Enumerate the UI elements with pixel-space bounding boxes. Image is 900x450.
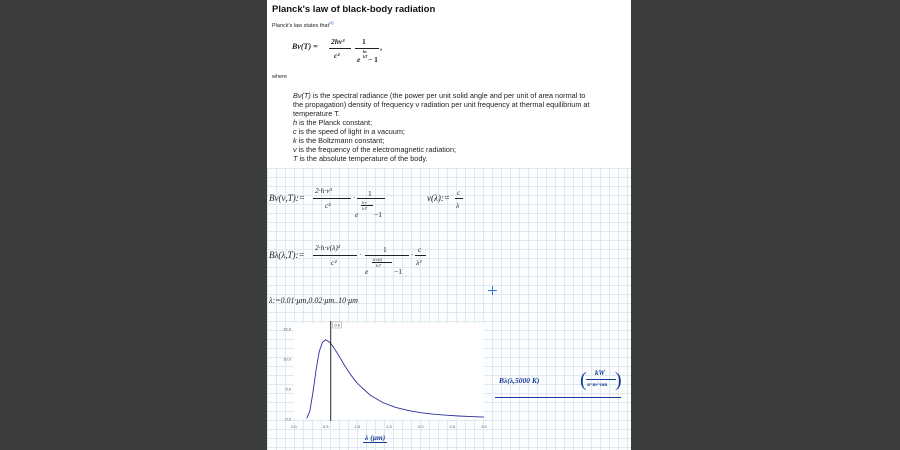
formula-num2: 1 bbox=[362, 37, 366, 46]
cursor-readout: 0.6 bbox=[334, 322, 341, 328]
formula-minus-one: − 1 bbox=[368, 55, 378, 64]
eq1-fraction-bar-1 bbox=[313, 198, 351, 199]
eq2-den[interactable]: λ bbox=[456, 201, 460, 210]
pasted-article bbox=[267, 0, 631, 168]
definition-list bbox=[293, 91, 629, 163]
formula-exp-bot: kT bbox=[363, 54, 368, 59]
definition-line bbox=[293, 109, 629, 118]
eq3-dot: · bbox=[359, 250, 362, 259]
x-tick-label: 0.5 bbox=[322, 424, 329, 429]
definition-text: is the Planck constant; bbox=[297, 118, 373, 127]
formula-fraction-bar-2 bbox=[355, 48, 379, 49]
eq2-fraction-bar bbox=[455, 198, 463, 199]
where-label: where bbox=[272, 74, 287, 80]
plot-y-expression[interactable]: Bλ(λ,5000 K) bbox=[499, 376, 540, 385]
definition-line bbox=[293, 118, 629, 127]
article-intro bbox=[272, 20, 333, 29]
crosshair-cursor-icon bbox=[488, 286, 497, 295]
eq1-exp-top[interactable]: h·ν bbox=[362, 200, 367, 205]
formula-fraction-bar-1 bbox=[329, 48, 351, 49]
eq3-minus[interactable]: −1 bbox=[394, 267, 402, 276]
lambda-range-definition[interactable] bbox=[269, 296, 358, 305]
eq3-one[interactable]: 1 bbox=[383, 245, 387, 254]
footnote-link[interactable]: [3] bbox=[329, 20, 334, 25]
eq3-den[interactable]: c² bbox=[331, 258, 337, 267]
definition-symbol: k bbox=[293, 136, 297, 145]
formula-exp-top: hν bbox=[363, 49, 367, 54]
worksheet-grid[interactable] bbox=[267, 168, 631, 450]
eq1-num[interactable]: 2·h·ν³ bbox=[315, 186, 332, 195]
definition-line bbox=[293, 136, 629, 145]
definition-text: is the spectral radiance (the power per unit solid angle and per unit of area normal to bbox=[310, 91, 586, 100]
worksheet-page bbox=[267, 0, 631, 450]
plot-units-denominator[interactable]: sr·m²·nm bbox=[587, 382, 608, 388]
definition-symbol: ν bbox=[293, 145, 297, 154]
definition-text: is the speed of light in a vacuum; bbox=[296, 127, 405, 136]
y-tick-label: 15.0 bbox=[283, 326, 291, 332]
units-paren-open: ( bbox=[580, 369, 587, 391]
plot-x-axis-label-text[interactable]: λ (μm) bbox=[365, 433, 386, 442]
eq3-fraction-bar-2 bbox=[365, 255, 409, 256]
formula-comma: , bbox=[380, 43, 382, 52]
eq1-lhs[interactable]: Bν(ν,T):= bbox=[269, 193, 305, 203]
definition-line bbox=[293, 154, 629, 163]
formula-e: e bbox=[357, 55, 361, 64]
definition-text: temperature T. bbox=[293, 109, 340, 118]
eq3-c[interactable]: c bbox=[418, 245, 422, 254]
definition-text: is the frequency of the electromagnetic radiation; bbox=[296, 145, 457, 154]
plot-units-numerator[interactable]: kW bbox=[595, 369, 605, 377]
eq3-dot-2: · bbox=[411, 250, 414, 259]
x-tick-label: 2.0 bbox=[417, 424, 424, 429]
units-fraction-bar bbox=[586, 379, 616, 380]
eq2-num[interactable]: c bbox=[457, 188, 461, 197]
definition-symbol: h bbox=[293, 118, 298, 127]
definition-text: the propagation) density of frequency ν radiation per unit frequency at thermal equilibrium at bbox=[293, 100, 590, 109]
formula-den1: c² bbox=[334, 51, 340, 60]
eq1-e[interactable]: e bbox=[355, 210, 359, 219]
units-paren-close: ) bbox=[615, 369, 622, 391]
definition-symbol: c bbox=[293, 127, 297, 136]
eq3-lhs[interactable]: Bλ(λ,T):= bbox=[269, 250, 305, 260]
eq3-lambda-sq[interactable]: λ² bbox=[416, 258, 422, 267]
eq1-one[interactable]: 1 bbox=[368, 189, 372, 198]
x-tick-label: 1.0 bbox=[354, 424, 361, 429]
x-tick-label: 1.5 bbox=[386, 424, 392, 429]
definition-line bbox=[293, 145, 629, 154]
definition-line bbox=[293, 127, 629, 136]
eq1-den[interactable]: c² bbox=[325, 201, 331, 210]
eq3-e[interactable]: e bbox=[365, 267, 369, 276]
eq3-exp-bot[interactable]: k·T bbox=[376, 263, 381, 268]
y-tick-label: 0.0 bbox=[285, 416, 291, 422]
definition-text: is the Boltzmann constant; bbox=[296, 136, 385, 145]
plot-x-axis-label[interactable] bbox=[363, 433, 387, 443]
definition-line bbox=[293, 100, 629, 109]
formula-lhs: Bν(T) = bbox=[292, 42, 318, 51]
definition-line bbox=[293, 91, 629, 100]
eq1-exp-bot[interactable]: k·T bbox=[362, 206, 367, 211]
y-tick-label: 5.0 bbox=[285, 386, 291, 392]
eq3-exp-bar bbox=[372, 262, 392, 263]
y-tick-label: 10.0 bbox=[283, 356, 291, 362]
formula-num1: 2hν³ bbox=[331, 37, 345, 46]
eq3-fraction-bar-3 bbox=[415, 255, 426, 256]
eq2-lhs[interactable]: ν(λ):= bbox=[427, 193, 450, 203]
definition-symbol: Bν(T) bbox=[293, 91, 311, 100]
eq1-dot: · bbox=[353, 193, 356, 202]
eq1-minus[interactable]: −1 bbox=[374, 210, 382, 219]
x-tick-label: 3.0 bbox=[481, 424, 487, 429]
eq3-num[interactable]: 2·h·ν(λ)³ bbox=[315, 243, 341, 252]
article-title: Planck's law of black-body radiation bbox=[272, 4, 436, 15]
eq3-fraction-bar-1 bbox=[313, 255, 357, 256]
definition-symbol: T bbox=[293, 154, 298, 163]
intro-text: Planck's law states that bbox=[272, 22, 329, 29]
definition-text: is the absolute temperature of the body. bbox=[297, 154, 428, 163]
eq3-exp-top[interactable]: h·ν(λ) bbox=[373, 257, 383, 262]
x-tick-label: 0.0 bbox=[291, 424, 297, 429]
blackbody-plot[interactable] bbox=[267, 318, 497, 450]
plot-y-axis-label[interactable] bbox=[495, 369, 621, 398]
x-tick-label: 2.5 bbox=[449, 424, 456, 429]
range-text[interactable]: λ:=0.01·μm,0.02·μm..10·μm bbox=[269, 296, 358, 305]
eq1-fraction-bar-2 bbox=[357, 198, 385, 199]
